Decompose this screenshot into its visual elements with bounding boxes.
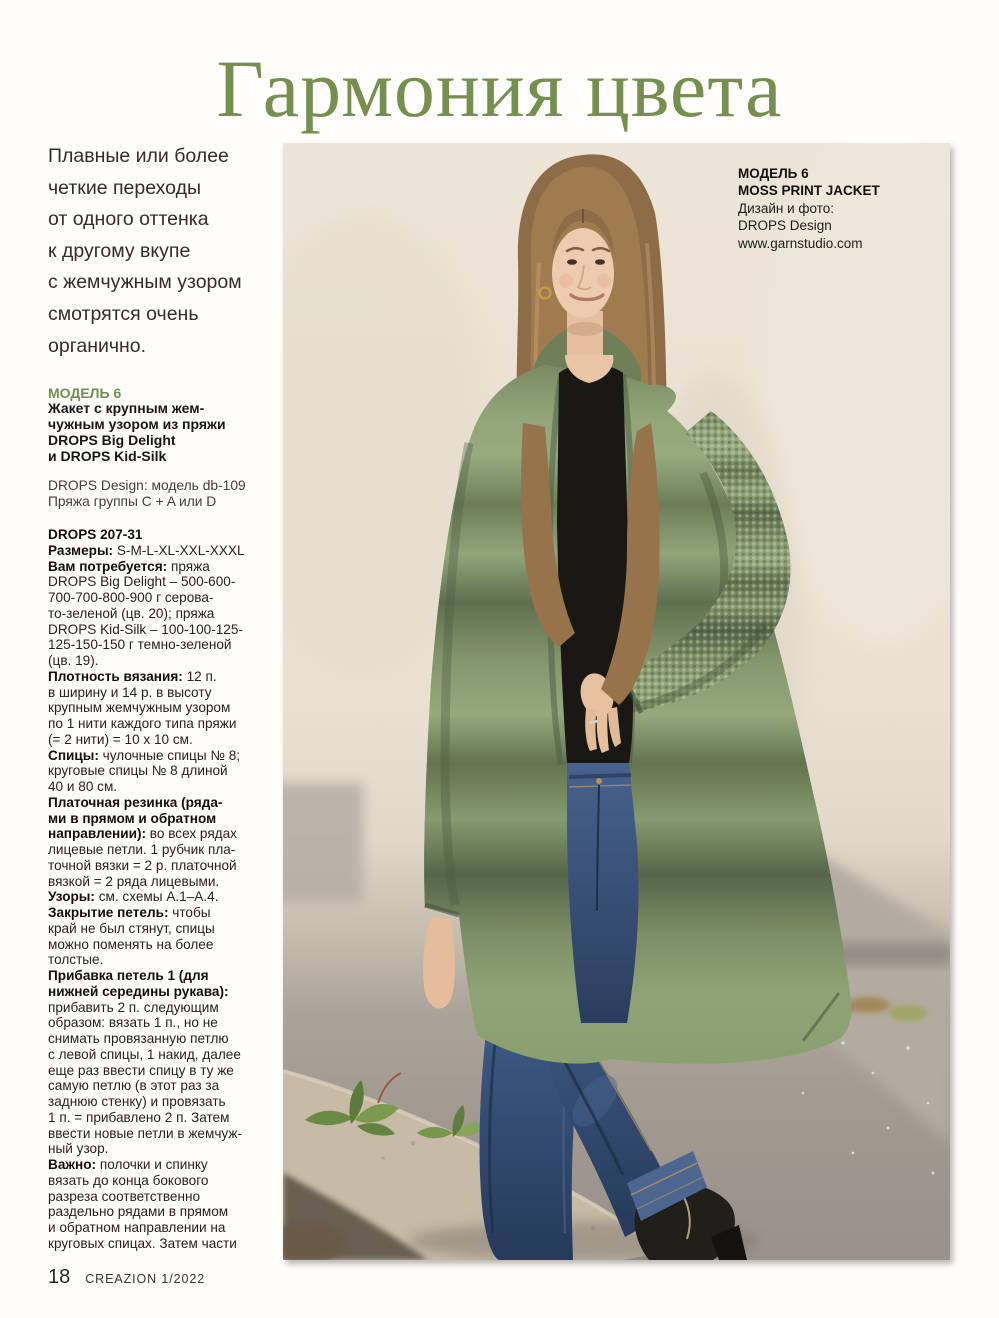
page-number: 18 xyxy=(48,1266,71,1288)
instruction-text: ввести новые петли в жемчуж- xyxy=(48,1125,242,1141)
instruction-term: нижней середины рукава): xyxy=(48,983,229,999)
instruction-line xyxy=(48,748,288,764)
instruction-text: DROPS Kid-Silk – 100-100-125- xyxy=(48,621,243,637)
caption-line: MOSS PRINT JACKET xyxy=(738,183,880,199)
model-title-line: Жакет с крупным жем- xyxy=(48,400,205,416)
instruction-line xyxy=(48,889,288,905)
instruction-line xyxy=(48,779,288,795)
instruction-text: лицевые петли. 1 рубчик пла- xyxy=(48,842,236,857)
model-title-line: DROPS Big Delight xyxy=(48,431,176,448)
intro-line: смотрятся очень xyxy=(48,302,199,325)
instruction-line xyxy=(48,1094,288,1110)
instruction-line xyxy=(48,842,288,858)
left-hand xyxy=(423,917,455,1008)
instruction-term: Платочная резинка (ряда- xyxy=(48,794,223,810)
photo-caption xyxy=(738,165,938,252)
instruction-line xyxy=(48,716,288,732)
instruction-text: заднюю стенку) и провязать xyxy=(48,1094,226,1109)
intro-line: органично. xyxy=(48,334,147,357)
instruction-term: Плотность вязания: xyxy=(48,668,183,684)
instruction-text: чтобы xyxy=(168,905,211,920)
instruction-text: вязать до конца бокового xyxy=(48,1172,209,1188)
magazine-issue: CREAZION 1/2022 xyxy=(85,1272,206,1286)
instruction-line xyxy=(48,622,288,638)
instruction-text: снимать провязанную петлю xyxy=(48,1031,229,1046)
instruction-line xyxy=(48,1031,288,1047)
instruction-line xyxy=(48,795,288,811)
instruction-line xyxy=(48,984,288,1000)
instruction-line xyxy=(48,574,288,590)
model-title-line: и DROPS Kid-Silk xyxy=(48,447,167,464)
instruction-line xyxy=(48,937,288,953)
instruction-term: Важно: xyxy=(48,1157,97,1172)
instruction-line xyxy=(48,1126,288,1142)
instruction-line xyxy=(48,1063,288,1079)
instruction-line xyxy=(48,1078,288,1094)
eye xyxy=(595,259,605,265)
instruction-term: ми в прямом и обратном xyxy=(48,810,217,826)
instruction-line xyxy=(48,732,288,748)
intro-line: четкие переходы xyxy=(48,176,201,199)
instruction-text: раздельно рядами в прямом xyxy=(48,1204,229,1220)
instruction-line xyxy=(48,874,288,890)
instruction-line xyxy=(48,968,288,984)
model-title-line: чужным узором из пряжи xyxy=(48,415,226,432)
instruction-line xyxy=(48,1047,288,1063)
design-credit-line: DROPS Design: модель db-109 xyxy=(48,477,246,493)
instruction-line xyxy=(48,527,288,543)
instruction-term: DROPS 207-31 xyxy=(48,527,143,542)
instruction-line xyxy=(48,1157,288,1173)
instruction-text: край не был стянут, спицы xyxy=(48,920,215,936)
instruction-text: чулочные спицы № 8; xyxy=(98,747,241,763)
instruction-text: самую петлю (в этот раз за xyxy=(48,1078,220,1094)
instruction-text: то-зеленой (цв. 20); пряжа xyxy=(48,605,215,621)
instruction-line xyxy=(48,685,288,701)
instruction-text: полочки и спинку xyxy=(96,1157,208,1172)
instruction-line xyxy=(48,905,288,921)
eye xyxy=(567,259,577,265)
intro-line: с жемчужным узором xyxy=(48,271,242,294)
instruction-line xyxy=(48,637,288,653)
instruction-text: DROPS Big Delight – 500-600- xyxy=(48,574,236,590)
instruction-text: вязкой = 2 ряда лицевыми. xyxy=(48,873,220,889)
instruction-text: образом: вязать 1 п., но не xyxy=(48,1015,218,1031)
instruction-term: Вам потребуется: xyxy=(48,558,168,574)
design-credit xyxy=(48,478,284,510)
caption-line: www.garnstudio.com xyxy=(738,235,863,251)
pattern-instructions xyxy=(48,527,288,1252)
instruction-term: Закрытие петель: xyxy=(48,905,169,920)
instruction-text: во всех рядах xyxy=(146,826,237,842)
instruction-text: разреза соответственно xyxy=(48,1188,201,1204)
instruction-line xyxy=(48,1236,288,1252)
instruction-line xyxy=(48,700,288,716)
instruction-text: с левой спицы, 1 накид, далее xyxy=(48,1046,241,1062)
instruction-text: пряжа xyxy=(167,558,210,574)
jeans-waist xyxy=(567,763,639,1023)
instruction-line xyxy=(48,1189,288,1205)
instruction-line xyxy=(48,669,288,685)
instruction-text: еще раз ввести спицу в ту же xyxy=(48,1062,234,1078)
instruction-line xyxy=(48,763,288,779)
instruction-line xyxy=(48,1173,288,1189)
model-photo xyxy=(283,143,950,1260)
instruction-text: толстые. xyxy=(48,952,104,968)
model-title xyxy=(48,401,284,465)
instruction-line xyxy=(48,1141,288,1157)
instruction-text: ный узор. xyxy=(48,1141,109,1157)
instruction-line xyxy=(48,1000,288,1016)
instruction-text: крупным жемчужным узором xyxy=(48,700,231,716)
instruction-text: 125-150-150 г темно-зеленой xyxy=(48,637,232,653)
instruction-text: 40 и 80 см. xyxy=(48,779,118,794)
instruction-line xyxy=(48,858,288,874)
instruction-line xyxy=(48,921,288,937)
instruction-line xyxy=(48,590,288,606)
instruction-line xyxy=(48,559,288,575)
photo-illustration xyxy=(283,143,950,1260)
instruction-text: можно поменять на более xyxy=(48,936,214,952)
instruction-line xyxy=(48,811,288,827)
instruction-text: точной вязки = 2 р. платочной xyxy=(48,857,237,873)
instruction-text: круговых спицах. Затем части xyxy=(48,1235,237,1251)
instruction-text: см. схемы А.1–А.4. xyxy=(94,889,219,905)
instruction-text: (цв. 19). xyxy=(48,653,99,668)
instruction-line xyxy=(48,952,288,968)
model-label: МОДЕЛЬ 6 xyxy=(48,385,122,401)
instruction-text: по 1 нити каждого типа пряжи xyxy=(48,716,237,731)
instruction-text: (= 2 нити) = 10 х 10 см. xyxy=(48,731,193,747)
instruction-text: 12 п. xyxy=(182,668,217,684)
instruction-term: направлении): xyxy=(48,826,147,842)
caption-line: МОДЕЛЬ 6 xyxy=(738,166,809,181)
instruction-term: Прибавка петель 1 (для xyxy=(48,968,209,983)
instruction-text: и обратном направлении на xyxy=(48,1220,226,1235)
caption-line: DROPS Design xyxy=(738,218,832,234)
instruction-text: S-M-L-XL-XXL-XXXL xyxy=(113,542,245,558)
page-footer xyxy=(48,1266,205,1289)
instruction-line xyxy=(48,1110,288,1126)
instruction-text: 1 п. = прибавлено 2 п. Затем xyxy=(48,1109,230,1125)
instruction-text: в ширину и 14 р. в высоту xyxy=(48,684,212,700)
intro-paragraph xyxy=(48,141,284,362)
instruction-text: круговые спицы № 8 длиной xyxy=(48,763,228,779)
instruction-line xyxy=(48,826,288,842)
intro-line: от одного оттенка xyxy=(48,208,209,231)
instruction-line xyxy=(48,606,288,622)
instruction-line xyxy=(48,653,288,669)
page-title: Гармония цвета xyxy=(216,43,783,134)
design-credit-line: Пряжа группы C + A или D xyxy=(48,493,217,509)
instruction-text: 700-700-800-900 г серова- xyxy=(48,590,214,605)
intro-line: к другому вкупе xyxy=(48,239,191,262)
instruction-line xyxy=(48,1204,288,1220)
instruction-term: Спицы: xyxy=(48,747,99,763)
instruction-term: Узоры: xyxy=(48,889,95,905)
caption-line: Дизайн и фото: xyxy=(738,200,835,216)
jeans-button xyxy=(596,778,602,784)
instruction-line xyxy=(48,1015,288,1031)
instruction-text: прибавить 2 п. следующим xyxy=(48,999,219,1015)
model-header xyxy=(48,385,284,509)
instruction-line xyxy=(48,1220,288,1236)
instruction-term: Размеры: xyxy=(48,542,114,558)
instruction-line xyxy=(48,543,288,559)
intro-line: Плавные или более xyxy=(48,145,229,167)
